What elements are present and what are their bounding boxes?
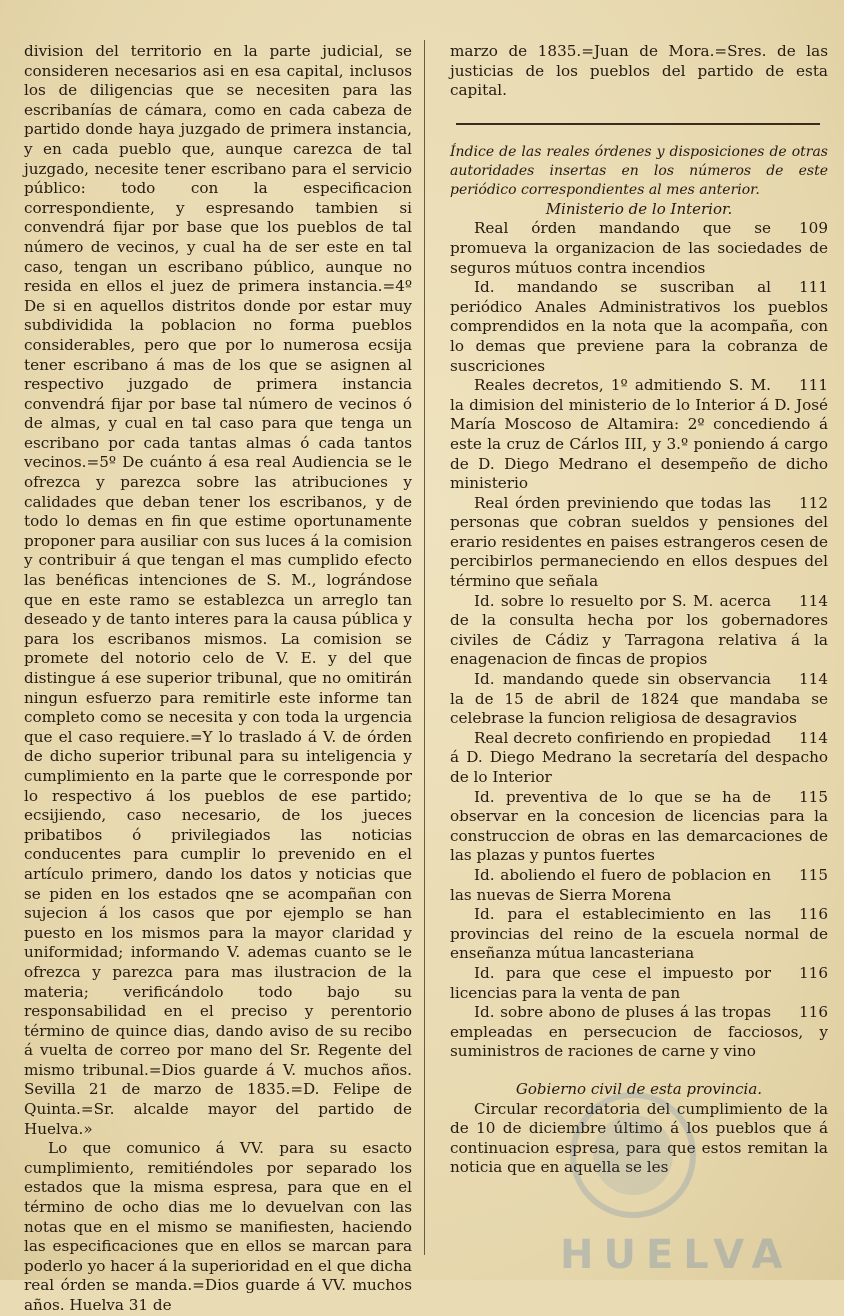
entry-page-number: 112 — [799, 493, 828, 512]
final-paragraph: Circular recordatoria del cumplimiento de la de 10 de diciembre último á los pueblos que á continuacion espresa, para que estos remitan la noticia que en aquella se les — [450, 1099, 828, 1177]
left-column — [24, 42, 412, 1316]
horizontal-rule — [456, 123, 820, 125]
entry-text: Id. preventiva de lo que se ha de observar en la concesion de licencias para la construccion de obras en las demarcaciones de las plazas y puntos fuertes — [450, 787, 828, 865]
entry-page-number: 109 — [799, 219, 828, 238]
section-heading-interior: Ministerio de lo Interior. — [545, 199, 733, 218]
index-entry — [450, 729, 828, 788]
entry-text: Real órden previniendo que todas las personas que cobran sueldos y pensiones del erario residentes en paises estrangeros cesen de percibirlos permaneciendo en ellos despues del término que señala — [450, 493, 828, 591]
watermark-text: HUELVA — [560, 1232, 793, 1278]
index-entry — [450, 905, 828, 964]
index-entry — [450, 1003, 828, 1062]
column-divider — [424, 40, 425, 1255]
entry-page-number: 116 — [799, 1003, 828, 1022]
entry-page-number: 114 — [799, 591, 828, 610]
entry-page-number: 116 — [799, 963, 828, 982]
continuation-paragraph: marzo de 1835.=Juan de Mora.=Sres. de las justicias de los pueblos del partido de esta capital. — [450, 42, 828, 100]
index-entry — [450, 278, 828, 376]
entry-text: Id. mandando quede sin observancia la de 15 de abril de 1824 que mandaba se celebrase la funcion religiosa de desagravios — [450, 670, 828, 728]
left-paragraph-2: Lo que comunico á VV. para su esacto cumplimiento, remitiéndoles por separado los estados que la misma espresa, para que en el término de ocho dias me lo devuelvan con las notas que en el mismo se manifiesten, haciendo las especificaciones que en ellos se marcan para poderlo yo hacer á la superioridad en el que dicha real órden se manda.=Dios guarde á VV. muchos años. Huelva 31 de — [24, 1139, 412, 1314]
left-paragraph-1: division del territorio en la parte judicial, se consideren necesarios asi en esa capital, inclusos los de diligencias que se necesiten para las escribanías de cámara, como en cada cabeza de partido donde haya juzgado de primera instancia, y en cada pueblo que, aunque carezca de tal juzgado, necesite tener escribano para el servicio público: todo con la especificacion correspondiente, y espresando tambien si convendrá fijar por base que los pueblos de tal número de vecinos, y cual ha de ser este en tal caso, tengan un escribano público, aunque no resida en ellos el juez de primera instancia.=4º De si en aquellos distritos donde por estar muy subdividida la poblacion no forma pueblos considerables, pero que por lo numerosa ecsija tener escribano á mas de los que se asignen al respectivo juzgado de primera instancia convendrá fijar por base tal número de vecinos ó de almas, y cual en tal caso para que tenga un escribano por cada tantas almas ó cada tantos vecinos.=5º De cuánto á esa real Audiencia se le ofrezca y parezca sobre las atribuciones y calidades que deban tener los escribanos, y de todo lo demas en fin que estime oportunamente proponer para ausiliar con sus luces á la comision y contribuir á que tengan el mas cumplido efecto las benéficas intenciones de S. M., lográndose que en este ramo se establezca un arreglo tan deseado y de tanto interes para la causa pública y para los escribanos mismos. La comision se promete del notorio celo de V. E. y del que distingue á ese superior tribunal, que no omitirán ningun esfuerzo para remitirle este informe tan completo como se necesita y con toda la urgencia que el caso requiere.=Y lo traslado á V. de órden de dicho superior tribunal para su inteligencia y cumplimiento en la parte que le corresponde por lo respectivo á los pueblos de ese partido; ecsijiendo, caso necesario, de los jueces pribatibos ó privilegiados las noticias conducentes para cumplir lo prevenido en el artículo primero, dando los datos y noticias que se piden en los estados qne se acompañan con sujecion á los casos que por ejemplo se han puesto en los mismos para la mayor claridad y uniformidad; informando V. ademas cuanto se le ofrezca y parezca para mas ilustracion de la materia; verificándolo todo bajo su responsabilidad en el preciso y perentorio término de quince dias, dando aviso de su recibo á vuelta de correo por mano del Sr. Regente del mismo tribunal.=Dios guarde á V. muchos años. Sevilla 21 de marzo de 1835.=D. Felipe de Quinta.=Sr. alcalde mayor del partido de Huelva.» — [24, 42, 412, 1138]
entry-text: Real decreto confiriendo en propiedad á D. Diego Medrano la secretaría del despacho de lo Interior — [450, 728, 828, 786]
entry-text: Id. para que cese el impuesto por licencias para la venta de pan — [450, 963, 771, 1002]
index-entry — [450, 670, 828, 729]
entry-page-number: 114 — [799, 728, 828, 747]
index-entry — [450, 376, 828, 494]
entry-page-number: 116 — [799, 905, 828, 924]
index-entry — [450, 592, 828, 670]
entry-text: Id. aboliendo el fuero de poblacion en las nuevas de Sierra Morena — [450, 865, 771, 904]
section-heading-gobierno: Gobierno civil de esta provincia. — [515, 1079, 763, 1098]
entry-text: Real órden mandando que se promueva la organizacion de las sociedades de seguros mútuos contra incendios — [450, 219, 828, 277]
index-entry — [450, 219, 828, 278]
index-entries — [450, 219, 828, 1062]
index-entry — [450, 788, 828, 866]
entry-text: Id. sobre lo resuelto por S. M. acerca de la consulta hecha por los gobernadores civiles de Cádiz y Tarragona relativa á la enagenacion de fincas de propios — [450, 591, 828, 669]
index-entry — [450, 964, 828, 1003]
entry-text: Id. para el establecimiento en las provincias del reino de la escuela normal de enseñanza mútua lancasteriana — [450, 905, 828, 963]
entry-page-number: 115 — [799, 865, 828, 884]
entry-page-number: 114 — [799, 670, 828, 689]
entry-page-number: 111 — [799, 376, 828, 395]
entry-text: Id. mandando se suscriban al periódico Anales Administrativos los pueblos comprendidos en la nota que la acompaña, con lo demas que previene para la cobranza de suscriciones — [450, 278, 828, 375]
entry-text: Id. sobre abono de pluses á las tropas empleadas en persecucion de facciosos, y suministros de raciones de carne y vino — [450, 1003, 828, 1061]
index-entry — [450, 494, 828, 592]
entry-page-number: 115 — [799, 787, 828, 806]
entry-text: Reales decretos, 1º admitiendo S. M. la dimision del ministerio de lo Interior á D. José María Moscoso de Altamira: 2º concediendo á este la cruz de Cárlos III, y 3.º poniendo á cargo de D. Diego Medrano el desempeño de dicho ministerio — [450, 376, 828, 493]
entry-page-number: 111 — [799, 278, 828, 297]
right-column — [450, 42, 828, 1178]
index-entry — [450, 866, 828, 905]
index-title: Índice de las reales órdenes y disposiciones de otras autoridades insertas en los números de este periódico correspondientes al mes anterior. — [450, 143, 828, 198]
